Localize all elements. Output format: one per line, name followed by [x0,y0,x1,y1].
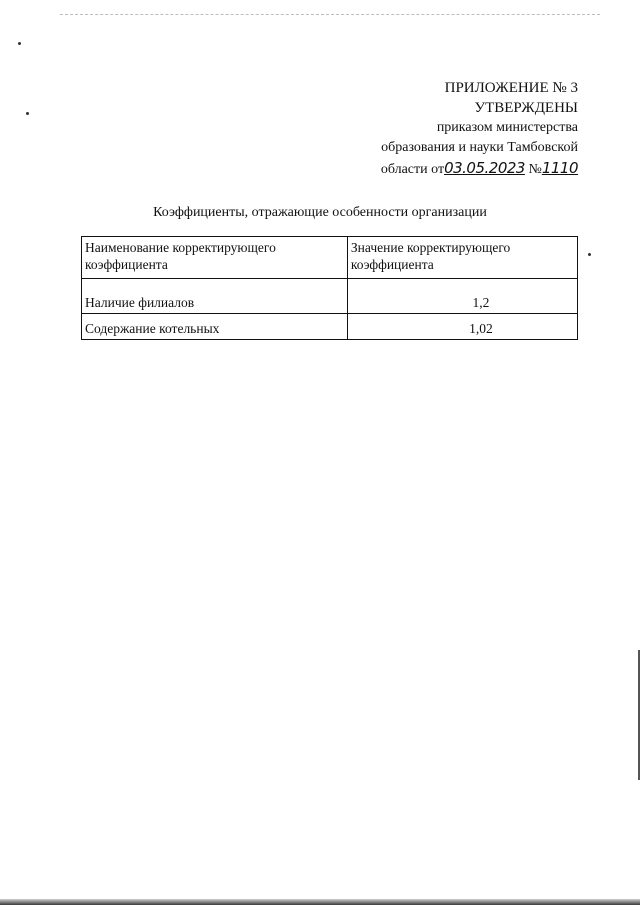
coefficient-value: 1,02 [347,314,577,340]
scan-speck [18,42,21,45]
order-number-prefix: № [528,162,542,177]
approved-label: УТВЕРЖДЕНЫ [474,100,578,116]
order-line-1: приказом министерства [436,120,578,135]
scan-speck [26,112,29,115]
scan-speck [588,253,591,256]
appendix-label: ПРИЛОЖЕНИЕ № 3 [444,80,578,96]
order-line-2: образования и науки Тамбовской [381,140,578,155]
coefficients-table [81,236,578,340]
order-number: 1110 [541,159,578,177]
order-line-3 [258,158,578,180]
table-header-row [82,237,578,279]
header-value-column: Значение корректирующего коэффициента [347,237,577,279]
table-row [82,279,578,314]
coefficient-value: 1,2 [347,279,577,314]
coefficient-name: Содержание котельных [82,314,348,340]
coefficient-name: Наличие филиалов [82,279,348,314]
approval-header [258,78,578,180]
document-title: Коэффициенты, отражающие особенности организации [153,205,487,220]
scan-artifact-top [60,14,600,16]
order-date: 03.05.2023 [444,159,525,177]
scan-artifact-bottom [0,899,640,905]
header-name-column: Наименование корректирующего коэффициента [82,237,348,279]
table-row [82,314,578,340]
order-line-3-prefix: области от [380,162,445,177]
